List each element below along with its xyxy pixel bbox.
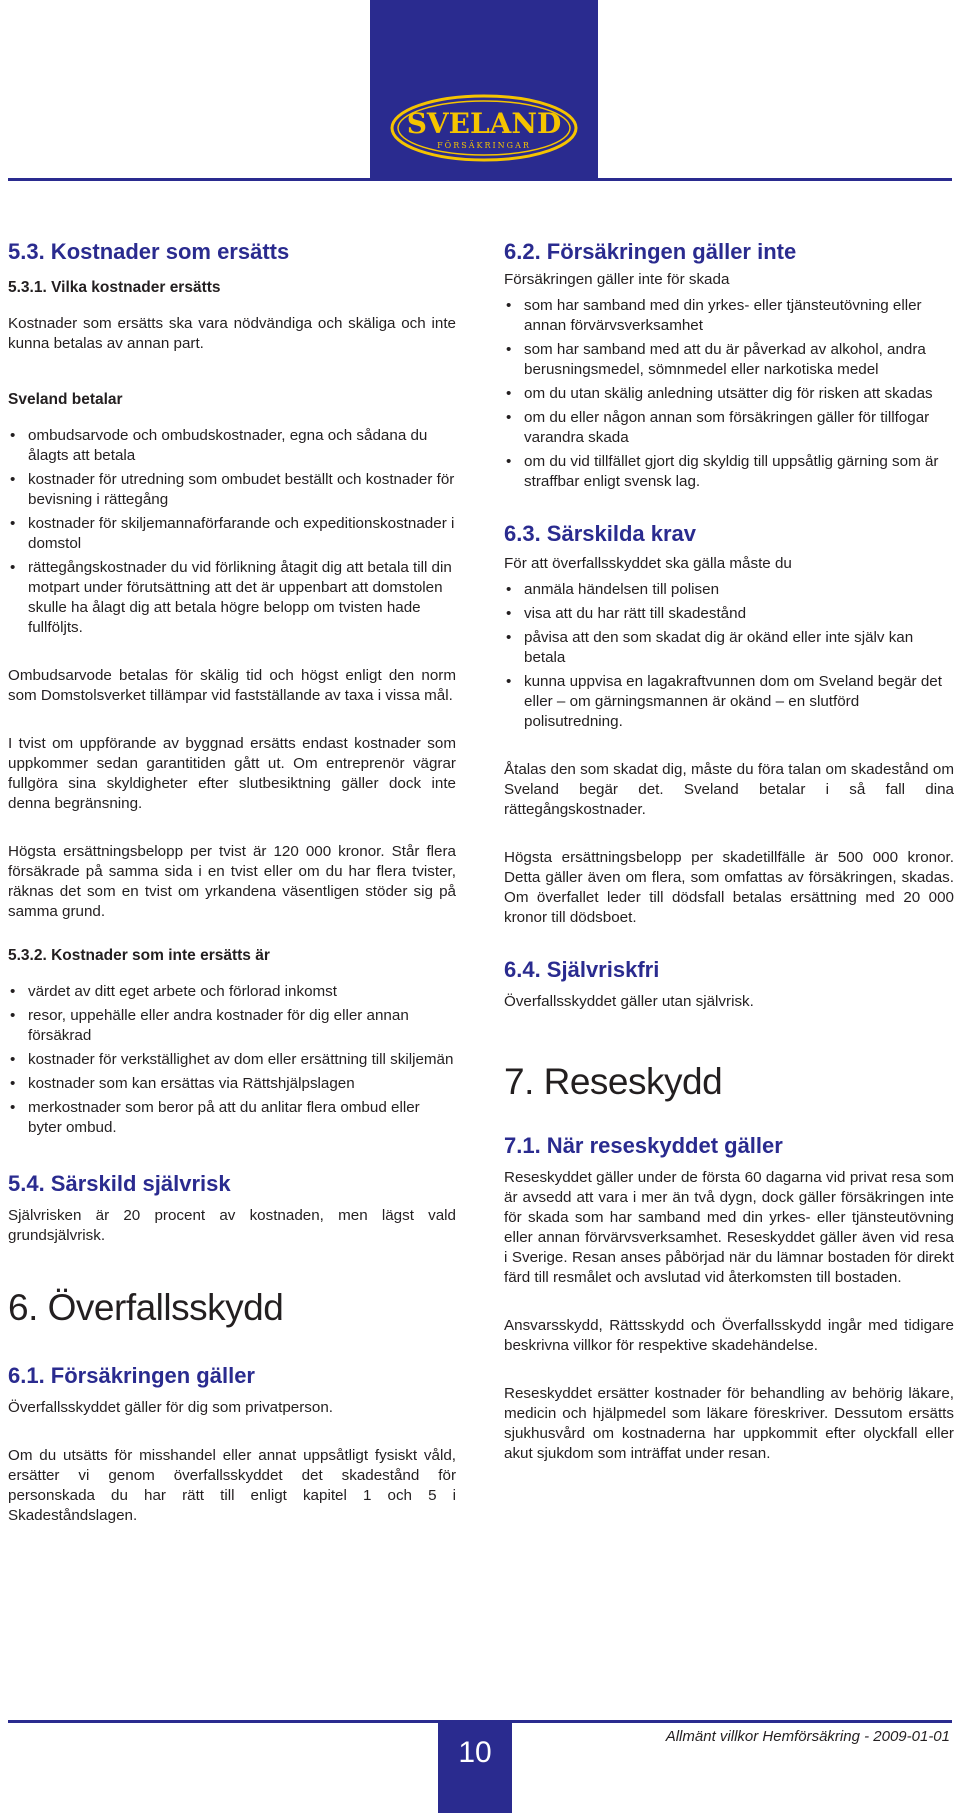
logo-subtitle: FÖRSÄKRINGAR <box>437 141 531 150</box>
section-6-title: 6. Överfallsskydd <box>8 1287 284 1328</box>
section-6-3-title: 6.3. Särskilda krav <box>504 521 697 546</box>
right-column <box>504 238 954 1464</box>
section-6-1-title: 6.1. Försäkringen gäller <box>8 1363 255 1388</box>
section-6-4-text: Överfallsskyddet gäller utan självrisk. <box>504 993 754 1010</box>
betalar-list <box>8 426 456 638</box>
section-5-3-2-title: 5.3.2. Kostnader som inte ersätts är <box>8 947 270 964</box>
section-6-2-intro: Försäkringen gäller inte för skada <box>504 271 730 288</box>
section-6-1-text: Överfallsskyddet gäller för dig som privatperson. <box>8 1399 333 1416</box>
section-5-4-title: 5.4. Särskild självrisk <box>8 1171 231 1196</box>
footer-document-title: Allmänt villkor Hemförsäkring - 2009-01-01 <box>665 1728 950 1745</box>
header-logo-box <box>370 0 598 178</box>
section-5-4-text: Självrisken är 20 procent av kostnaden, men lägst vald grundsjälvrisk. <box>8 1207 456 1244</box>
atalas-paragraph: Åtalas den som skadat dig, måste du föra talan om skadestånd om Sveland begär det. Sveland betalar i så fall dina rättegångskostnader. <box>504 761 954 818</box>
section-5-3-1-title: 5.3.1. Vilka kostnader ersätts <box>8 279 221 296</box>
reseskydd-ersatter-paragraph: Reseskyddet ersätter kostnader för behandling av behörig läkare, medicin och hjälpmedel som läkare föreskriver. Dessutom ersätts sjukhusvård om kostnaderna har uppkommit efter olyckfall eller akut sjukdom som inträffat under resan. <box>504 1385 954 1462</box>
list-item: • merkostnader som beror på att du anlitar flera ombud eller byter ombud. <box>8 1098 456 1138</box>
inte-skada-list <box>504 296 954 492</box>
hogsta-belopp-paragraph: Högsta ersättningsbelopp per tvist är 120 000 kronor. Står flera försäkrade på samma sida i en tvist eller om du har flera tvister, räknas det som en tvist om yrkandena väsentligen stöder sig på samma grund. <box>8 843 456 920</box>
header-rule <box>8 178 952 181</box>
section-5-3-title: 5.3. Kostnader som ersätts <box>8 239 290 264</box>
section-6-3-intro: För att överfallsskyddet ska gälla måste du <box>504 555 792 572</box>
list-item: • anmäla händelsen till polisen <box>504 580 954 600</box>
list-item: • ombudsarvode och ombudskostnader, egna och sådana du ålagts att betala <box>8 426 456 466</box>
section-6-1-text-2: Om du utsätts för misshandel eller annat uppsåtligt fysiskt våld, ersätter vi genom överfallsskyddet det skadestånd för personskada du har rätt till enligt kapitel 1 och 5 i Skadeståndslagen. <box>8 1447 456 1524</box>
section-7-1-text: Reseskyddet gäller under de första 60 dagarna vid privat resa som är avsedd att vara i mer än två dygn, dock gäller försäkringen inte för skada som har samband med din yrkes- eller tjänsteutövning eller annan förvärvsverksamhet. Reseskyddet gäller även vid resa i Sverige. Resan anses påbörjad när du lämnar bostaden för direkt färd till resmålet och avslutad vid återkomsten till bostaden. <box>504 1169 954 1286</box>
ansvarsskydd-paragraph: Ansvarsskydd, Rättsskydd och Överfallsskydd ingår med tidigare beskrivna villkor för respektive skadehändelse. <box>504 1317 954 1354</box>
list-item: • resor, uppehälle eller andra kostnader för dig eller annan försäkrad <box>8 1006 456 1046</box>
list-item: • kunna uppvisa en lagakraftvunnen dom om Sveland begär det eller – om gärningsmannen är okänd – en slutförd polisutredning. <box>504 672 954 732</box>
left-column <box>8 238 456 1526</box>
list-item: • om du eller någon annan som försäkringen gäller för tillfogar varandra skada <box>504 408 954 448</box>
list-item: • som har samband med att du är påverkad av alkohol, andra berusningsmedel, sömnmedel eller narkotiska medel <box>504 340 954 380</box>
hogsta-skadetillfalle-paragraph: Högsta ersättningsbelopp per skadetillfälle är 500 000 kronor. Detta gäller även om flera, som omfattas av försäkringen, skadas. Om överfallet leder till dödsfall betalas ersättning med 20 000 kronor till dödsboet. <box>504 849 954 926</box>
sveland-betalar-heading: Sveland betalar <box>8 391 123 408</box>
list-item: • påvisa att den som skadat dig är okänd eller inte själv kan betala <box>504 628 954 668</box>
section-6-2-title: 6.2. Försäkringen gäller inte <box>504 239 797 264</box>
page-number: 10 <box>438 1721 512 1813</box>
list-item: • som har samband med din yrkes- eller tjänsteutövning eller annan förvärvsverksamhet <box>504 296 954 336</box>
list-item: • kostnader för skiljemannaförfarande och expeditionskostnader i domstol <box>8 514 456 554</box>
list-item: • om du vid tillfället gjort dig skyldig till uppsåtlig gärning som är straffbar enligt svensk lag. <box>504 452 954 492</box>
list-item: • kostnader för utredning som ombudet beställt och kostnader för bevisning i rättegång <box>8 470 456 510</box>
list-item: • rättegångskostnader du vid förlikning åtagit dig att betala till din motpart under förutsättning att det är uppenbart att domstolen skulle ha ålagt dig att betala högre belopp om tvisten hade fullföljts. <box>8 558 456 638</box>
tvist-byggnad-paragraph: I tvist om uppförande av byggnad ersätts endast kostnader som uppkommer sedan garantitiden gått ut. Om entreprenör vägrar fullgöra sina skyldigheter efter slutbesiktning gäller dock inte denna begränsning. <box>8 735 456 812</box>
section-7-1-title: 7.1. När reseskyddet gäller <box>504 1133 783 1158</box>
logo-name: SVELAND <box>406 107 562 140</box>
list-item: • värdet av ditt eget arbete och förlorad inkomst <box>8 982 456 1002</box>
list-item: • kostnader för verkställighet av dom eller ersättning till skiljemän <box>8 1050 456 1070</box>
ombudsarvode-paragraph: Ombudsarvode betalas för skälig tid och högst enligt den norm som Domstolsverket tillämpar vid fastställande av taxa i vissa mål. <box>8 667 456 704</box>
list-item: • visa att du har rätt till skadestånd <box>504 604 954 624</box>
sveland-logo <box>388 92 580 164</box>
section-5-3-1-intro: Kostnader som ersätts ska vara nödvändiga och skäliga och inte kunna betalas av annan part. <box>8 315 456 352</box>
sarskilda-krav-list <box>504 580 954 732</box>
inte-ersatts-list <box>8 982 456 1138</box>
list-item: • om du utan skälig anledning utsätter dig för risken att skadas <box>504 384 954 404</box>
section-7-title: 7. Reseskydd <box>504 1061 723 1102</box>
section-6-4-title: 6.4. Självriskfri <box>504 957 660 982</box>
list-item: • kostnader som kan ersättas via Rättshjälpslagen <box>8 1074 456 1094</box>
